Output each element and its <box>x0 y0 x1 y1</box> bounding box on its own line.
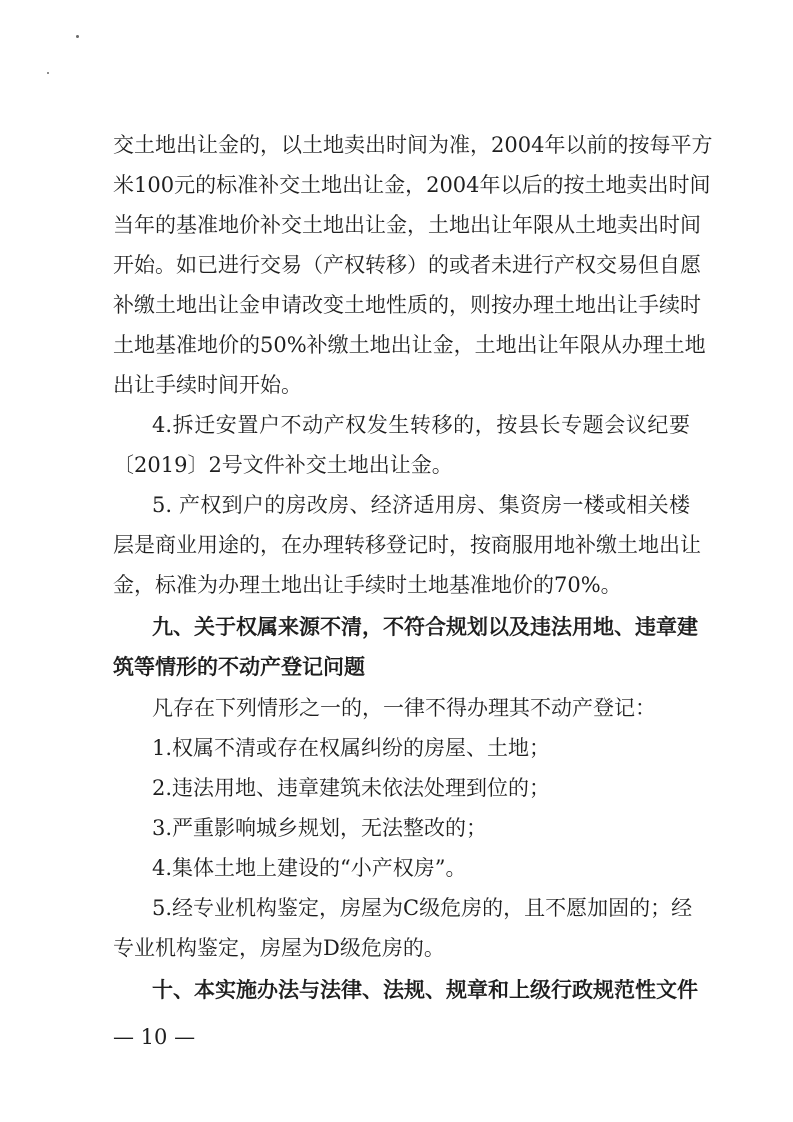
list-item: 2.违法用地、违章建筑未依法处理到位的； <box>152 776 551 800</box>
scan-speck <box>76 35 79 38</box>
paragraph-line: 开始。如已进行交易（产权转移）的或者未进行产权交易但自愿 <box>113 253 701 277</box>
paragraph-line: 米100元的标准补交土地出让金，2004年以后的按土地卖出时间 <box>113 173 711 197</box>
scan-speck <box>47 72 49 74</box>
paragraph-line: 4.拆迁安置户不动产权发生转移的，按县长专题会议纪要 <box>152 413 690 437</box>
paragraph-line: 5. 产权到户的房改房、经济适用房、集资房一楼或相关楼 <box>152 493 690 517</box>
paragraph-line: 土地基准地价的50%补缴土地出让金，土地出让年限从办理土地 <box>113 333 706 357</box>
section-heading: 九、关于权属来源不清，不符合规划以及违法用地、违章建 <box>152 615 698 639</box>
list-item: 1.权属不清或存在权属纠纷的房屋、土地； <box>152 736 551 760</box>
list-item: 5.经专业机构鉴定，房屋为C级危房的，且不愿加固的；经 <box>152 896 693 920</box>
paragraph-line: 〔2019〕2号文件补交土地出让金。 <box>113 453 453 477</box>
paragraph-line: 补缴土地出让金申请改变土地性质的，则按办理土地出让手续时 <box>113 293 701 317</box>
paragraph-line: 当年的基准地价补交土地出让金，土地出让年限从土地卖出时间 <box>113 213 701 237</box>
paragraph-line: 金，标准为办理土地出让手续时土地基准地价的70%。 <box>113 573 622 597</box>
section-heading: 筑等情形的不动产登记问题 <box>113 655 365 679</box>
list-item: 4.集体土地上建设的“小产权房”。 <box>152 856 467 880</box>
list-item: 3.严重影响城乡规划，无法整改的； <box>152 816 488 840</box>
page-number: — 10 — <box>113 1025 196 1049</box>
paragraph-line: 凡存在下列情形之一的，一律不得办理其不动产登记： <box>152 696 656 720</box>
section-heading: 十、本实施办法与法律、法规、规章和上级行政规范性文件 <box>152 978 698 1002</box>
list-item: 专业机构鉴定，房屋为D级危房的。 <box>113 936 445 960</box>
paragraph-line: 出让手续时间开始。 <box>113 373 302 397</box>
paragraph-line: 交土地出让金的，以土地卖出时间为准，2004年以前的按每平方 <box>113 133 713 157</box>
paragraph-line: 层是商业用途的，在办理转移登记时，按商服用地补缴土地出让 <box>113 533 701 557</box>
